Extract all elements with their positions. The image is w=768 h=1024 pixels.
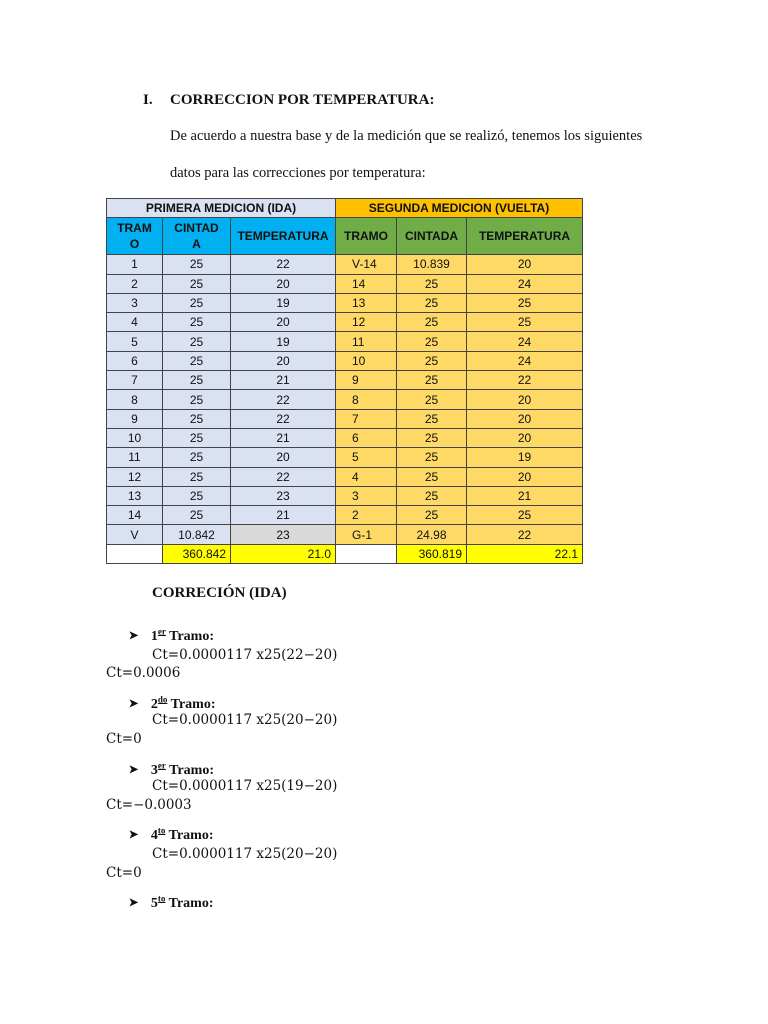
tramo-5: ➤ $5^{to}$ Tramo: — [128, 893, 214, 911]
cell-temp-ida: 21 — [231, 428, 336, 447]
tramo-3: ➤ 3er Tramo: — [128, 760, 214, 778]
section-title: CORRECCION POR TEMPERATURA: — [170, 92, 435, 108]
arrow-bullet-icon: ➤ — [128, 696, 139, 712]
cell-temp-vuelta: 25 — [467, 293, 583, 312]
tramo-4: ➤ $4^{to}$ Tramo: — [128, 825, 214, 843]
tramo-3-result: Ct=−0.0003 — [106, 797, 192, 813]
cell-temp-ida: 20 — [231, 274, 336, 293]
cell-cintada-ida: 10.842 — [163, 525, 231, 544]
cell-temp-vuelta: 22 — [467, 371, 583, 390]
cell-cintada-vuelta: 25 — [397, 351, 467, 370]
cell-tramo-ida: V — [107, 525, 163, 544]
cell-cintada-ida: 25 — [163, 506, 231, 525]
cell-cintada-vuelta: 25 — [397, 428, 467, 447]
cell-temp-vuelta: 22 — [467, 525, 583, 544]
cell-temp-ida: 20 — [231, 351, 336, 370]
cell-temp-ida: 23 — [231, 525, 336, 544]
tramo-1: ➤ 1er Tramo: — [128, 626, 214, 644]
cell-cintada-ida: 25 — [163, 467, 231, 486]
cell-temp-ida: 21 — [231, 506, 336, 525]
cell-temp-vuelta: 24 — [467, 351, 583, 370]
tramo-1-result: Ct=0.0006 — [106, 665, 181, 681]
cell-cintada-ida: 25 — [163, 255, 231, 274]
cell-temp-ida: 21 — [231, 371, 336, 390]
col-header-tramo: TRAM O — [107, 218, 163, 255]
cell-tramo-ida: 1 — [107, 255, 163, 274]
cell-temp-vuelta: 25 — [467, 506, 583, 525]
cell-temp-ida: 22 — [231, 409, 336, 428]
table-row — [107, 293, 583, 312]
cell-cintada-vuelta: 25 — [397, 371, 467, 390]
cell-tramo-vuelta: 7 — [336, 409, 397, 428]
cell-temp-ida: 20 — [231, 313, 336, 332]
table-row — [107, 467, 583, 486]
cell-temp-vuelta: 24 — [467, 274, 583, 293]
cell-tramo-vuelta: 6 — [336, 428, 397, 447]
tramo-3-formula: Ct=0.0000117 x25(19−20) — [152, 778, 338, 794]
table-row — [107, 371, 583, 390]
cell-cintada-ida: 25 — [163, 390, 231, 409]
cell-cintada-vuelta: 25 — [397, 274, 467, 293]
correction-title: CORRECIÓN (IDA) — [152, 585, 287, 601]
cell-tramo-vuelta: 13 — [336, 293, 397, 312]
cell-tramo-vuelta: 4 — [336, 467, 397, 486]
intro-line-2: datos para las correcciones por temperatura: — [170, 165, 426, 181]
cell-tramo-ida: 9 — [107, 409, 163, 428]
section-numeral: I. — [143, 92, 153, 108]
cell-temp-vuelta: 20 — [467, 409, 583, 428]
cell-temp-vuelta: 20 — [467, 428, 583, 447]
tramo-2-result: Ct=0 — [106, 731, 142, 747]
cell-cintada-ida: 25 — [163, 274, 231, 293]
cell-tramo-ida: 4 — [107, 313, 163, 332]
cell-temp-ida: 19 — [231, 293, 336, 312]
table-row — [107, 390, 583, 409]
arrow-bullet-icon: ➤ — [128, 762, 139, 778]
cell-tramo-vuelta: 12 — [336, 313, 397, 332]
arrow-bullet-icon: ➤ — [128, 827, 139, 843]
col-header-cintada-vuelta: CINTADA — [397, 218, 467, 255]
cell-tramo-vuelta: 2 — [336, 506, 397, 525]
cell-tramo-ida: 10 — [107, 428, 163, 447]
cell-cintada-vuelta: 25 — [397, 332, 467, 351]
cell-temp-vuelta: 20 — [467, 467, 583, 486]
cell-cintada-vuelta: 24.98 — [397, 525, 467, 544]
cell-tramo-vuelta: G-1 — [336, 525, 397, 544]
cell-cintada-ida: 25 — [163, 486, 231, 505]
table-row — [107, 525, 583, 544]
total-vuelta-temp: 22.1 — [467, 544, 583, 563]
cell-tramo-vuelta: 3 — [336, 486, 397, 505]
cell-tramo-vuelta: 10 — [336, 351, 397, 370]
cell-temp-ida: 20 — [231, 448, 336, 467]
cell-cintada-ida: 25 — [163, 332, 231, 351]
cell-cintada-ida: 25 — [163, 313, 231, 332]
table-row — [107, 274, 583, 293]
table-row — [107, 255, 583, 274]
table-row — [107, 332, 583, 351]
totals-empty-vuelta — [336, 544, 397, 563]
cell-temp-vuelta: 24 — [467, 332, 583, 351]
cell-cintada-vuelta: 25 — [397, 506, 467, 525]
cell-temp-ida: 23 — [231, 486, 336, 505]
table-row — [107, 409, 583, 428]
totals-empty-ida — [107, 544, 163, 563]
table-row — [107, 313, 583, 332]
cell-cintada-vuelta: 25 — [397, 409, 467, 428]
cell-temp-vuelta: 20 — [467, 255, 583, 274]
cell-tramo-ida: 6 — [107, 351, 163, 370]
tramo-4-formula: Ct=0.0000117 x25(20−20) — [152, 846, 338, 862]
cell-tramo-ida: 14 — [107, 506, 163, 525]
table-row — [107, 448, 583, 467]
cell-tramo-vuelta: V-14 — [336, 255, 397, 274]
cell-temp-vuelta: 19 — [467, 448, 583, 467]
arrow-bullet-icon: ➤ — [128, 895, 139, 911]
col-header-cintada: CINTAD A — [163, 218, 231, 255]
table-row — [107, 486, 583, 505]
cell-cintada-vuelta: 25 — [397, 486, 467, 505]
total-ida-cintada: 360.842 — [163, 544, 231, 563]
cell-cintada-vuelta: 25 — [397, 467, 467, 486]
cell-cintada-vuelta: 10.839 — [397, 255, 467, 274]
col-header-temperatura-vuelta: TEMPERATURA — [467, 218, 583, 255]
cell-tramo-vuelta: 8 — [336, 390, 397, 409]
cell-temp-ida: 22 — [231, 390, 336, 409]
cell-temp-ida: 22 — [231, 255, 336, 274]
cell-tramo-ida: 3 — [107, 293, 163, 312]
tramo-2-formula: Ct=0.0000117 x25(20−20) — [152, 712, 338, 728]
cell-tramo-vuelta: 11 — [336, 332, 397, 351]
group-header-ida: PRIMERA MEDICION (IDA) — [107, 199, 336, 218]
arrow-bullet-icon: ➤ — [128, 628, 139, 644]
cell-cintada-ida: 25 — [163, 409, 231, 428]
tramo-4-result: Ct=0 — [106, 865, 142, 881]
cell-tramo-ida: 12 — [107, 467, 163, 486]
table-row — [107, 428, 583, 447]
cell-tramo-vuelta: 5 — [336, 448, 397, 467]
cell-tramo-ida: 11 — [107, 448, 163, 467]
cell-cintada-vuelta: 25 — [397, 293, 467, 312]
cell-temp-ida: 22 — [231, 467, 336, 486]
cell-tramo-ida: 8 — [107, 390, 163, 409]
cell-cintada-ida: 25 — [163, 371, 231, 390]
cell-cintada-vuelta: 25 — [397, 448, 467, 467]
cell-tramo-vuelta: 14 — [336, 274, 397, 293]
cell-cintada-ida: 25 — [163, 351, 231, 370]
cell-cintada-ida: 25 — [163, 293, 231, 312]
intro-line-1: De acuerdo a nuestra base y de la medición que se realizó, tenemos los siguientes — [170, 128, 643, 144]
col-header-tramo-vuelta: TRAMO — [336, 218, 397, 255]
cell-temp-vuelta: 20 — [467, 390, 583, 409]
cell-cintada-vuelta: 25 — [397, 313, 467, 332]
cell-tramo-ida: 2 — [107, 274, 163, 293]
cell-tramo-vuelta: 9 — [336, 371, 397, 390]
cell-tramo-ida: 5 — [107, 332, 163, 351]
cell-temp-vuelta: 25 — [467, 313, 583, 332]
total-ida-temp: 21.0 — [231, 544, 336, 563]
cell-cintada-ida: 25 — [163, 448, 231, 467]
cell-cintada-vuelta: 25 — [397, 390, 467, 409]
total-vuelta-cintada: 360.819 — [397, 544, 467, 563]
group-header-vuelta: SEGUNDA MEDICION (VUELTA) — [336, 199, 583, 218]
tramo-2: ➤ $2^{do}$ Tramo: — [128, 694, 216, 712]
cell-tramo-ida: 13 — [107, 486, 163, 505]
col-header-temperatura: TEMPERATURA — [231, 218, 336, 255]
cell-temp-ida: 19 — [231, 332, 336, 351]
cell-cintada-ida: 25 — [163, 428, 231, 447]
measurement-table — [106, 198, 583, 564]
tramo-1-formula: Ct=0.0000117 x25(22−20) — [152, 647, 338, 663]
cell-temp-vuelta: 21 — [467, 486, 583, 505]
table-row — [107, 506, 583, 525]
table-row — [107, 351, 583, 370]
cell-tramo-ida: 7 — [107, 371, 163, 390]
